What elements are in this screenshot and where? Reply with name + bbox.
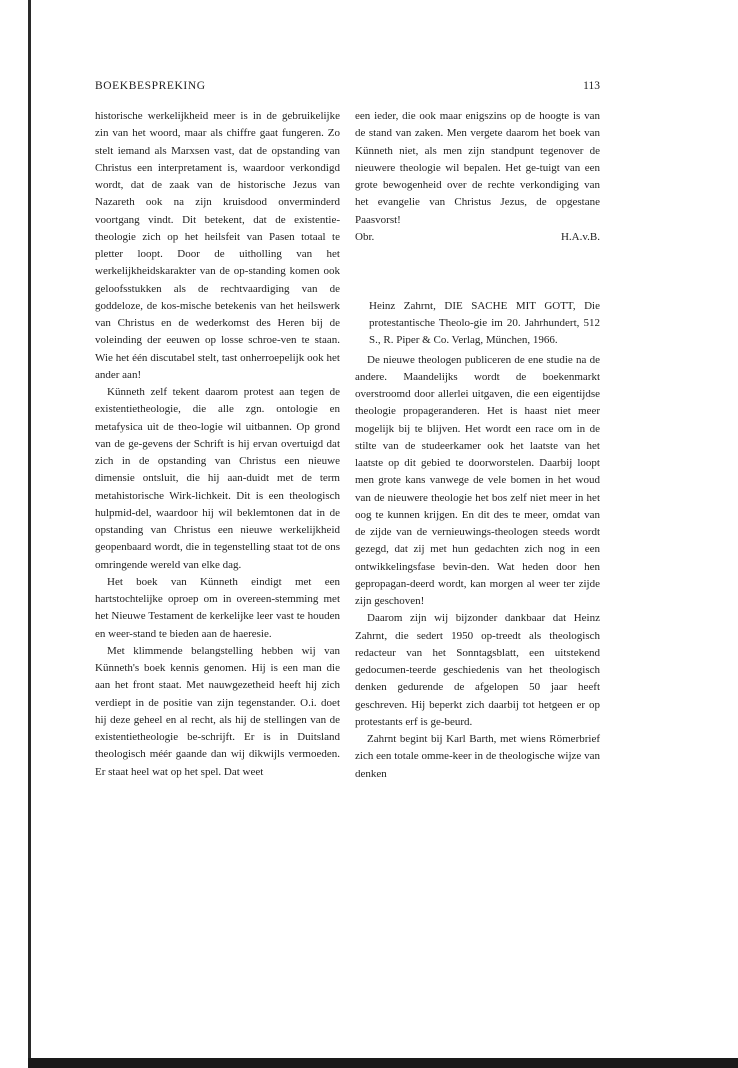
- paragraph: De nieuwe theologen publiceren de ene studie na de andere. Maandelijks wordt de boekenmarkt overstroomd door allerlei uitgaven, die een eigentijdse theologie propageranderen. Het is haast niet meer mogelijk bij te blijven. Het wordt een race om in de stilte van de studeerkamer ook het laatste van het laatste op dit gebied te doorworstelen. Daarbij loopt men grote kans vanwege de vele bomen in het woud van de nieuwere theologie het bos zelf niet meer in het oog te kunnen krijgen. En dit des te meer, omdat van de zijde van de vernieuwings-theologen steeds wordt gezegd, dat zij met hun gedachten zich nog in een ontwikkelingsfase bevin-den. Wat heden door hen gepropagan-deerd wordt, kan morgen al weer ter zijde zijn geschoven!: [355, 353, 600, 607]
- review-signature: [355, 229, 600, 246]
- page-header: [95, 80, 600, 96]
- paragraph: Künneth zelf tekent daarom protest aan tegen de existentietheologie, die alle zgn. ontologie en metafysica uit de theo-logie wil uitbannen. Op grond van de ge-gevens der Schrift is hij ervan overtuigd dat zich in de opstanding van Christus een nieuwe dimensie ontsluit, die hij aan-duidt met de term metahistorische Wirk-lichkeit. Dit is een theologisch hulpmid-del, waardoor hij wil beklemtonen dat in de opstanding van Christus een nieuwe werkelijkheid geopenbaard wordt, die in tegenstelling staat tot de ons omringende wereld van elke dag.: [95, 386, 340, 571]
- paragraph: Met klimmende belangstelling hebben wij van Künneth's boek kennis genomen. Hij is een man die aan het front staat. Met nauwgezetheid heeft hij zich verdiept in de positie van zijn tegenstander. O.i. doet hij deze geheel en al recht, als hij de stellingen van de existentietheologie be-schrijft. Er is in Duitsland theologisch méér gaande dan wij dikwijls vermoeden. Er staat heel wat op het spel. Dat weet: [95, 644, 340, 778]
- paragraph: Daarom zijn wij bijzonder dankbaar dat Heinz Zahrnt, die sedert 1950 op-treedt als theologisch redacteur van het Sonntagsblatt, een uitstekend gedocumen-teerde geschiedenis van het theologisch denken gedurende de afgelopen 50 jaar heeft geschreven. Hij beperkt zich daarbij tot hetgeen er op protestants erf is ge-beurd.: [355, 612, 600, 728]
- paragraph: Het boek van Künneth eindigt met een hartstochtelijke oproep om in overeen-stemming met het Nieuwe Testament de kerkelijke leer vast te houden en weer-stand te bieden aan de haeresie.: [95, 575, 340, 640]
- scan-bottom-edge: [28, 1058, 738, 1068]
- signature-obr: Obr.: [355, 230, 375, 243]
- right-column: [355, 108, 600, 783]
- scan-left-edge: [28, 0, 31, 1068]
- book-citation: Heinz Zahrnt, DIE SACHE MIT GOTT, Die protestantische Theolo-gie im 20. Jahrhundert, 512 S., R. Piper & Co. Verlag, München, 1966.: [369, 299, 600, 347]
- page-number: 113: [583, 80, 600, 92]
- paragraph: Zahrnt begint bij Karl Barth, met wiens Römerbrief zich een totale omme-keer in de theologische wijze van denken: [355, 733, 600, 780]
- paragraph: historische werkelijkheid meer is in de gebruikelijke zin van het woord, maar als chiffre gaat fungeren. Zo stelt iemand als Marxsen vast, dat de opstanding van Christus een interpretament is, waardoor verkondigd wordt, dat de zaak van de historische Jezus van Nazareth ook na zijn kruisdood onverminderd voortgang vindt. Dit betekent, dat de existentie-theologie zich op het heilsfeit van Pasen totaal te pletter loopt. Door de uitholling van het werkelijkheidskarakter van de op-standing komen ook geloofsstukken als de rechtvaardiging van de goddeloze, de kos-mische betekenis van het heilswerk van Christus en de wederkomst des Heren bij de voleinding der eeuwen op losse schroe-ven te staan. Wie het één discutabel stelt, tast onherroepelijk ook het ander aan!: [95, 110, 340, 381]
- running-title: BOEKBESPREKING: [95, 80, 206, 92]
- review-heading: [369, 298, 600, 350]
- reviewer-initials: H.A.v.B.: [560, 230, 600, 243]
- left-column: [95, 108, 340, 781]
- paragraph-continuation: een ieder, die ook maar enigszins op de hoogte is van de stand van zaken. Men vergete daarom het boek van Künneth niet, als men zijn standpunt tegenover de nieuwere theologie wil bepalen. Het ge-tuigt van een grote bewogenheid over de rechte verkondiging van het evangelie van Christus Jezus, de opgestane Paasvorst!: [355, 110, 600, 226]
